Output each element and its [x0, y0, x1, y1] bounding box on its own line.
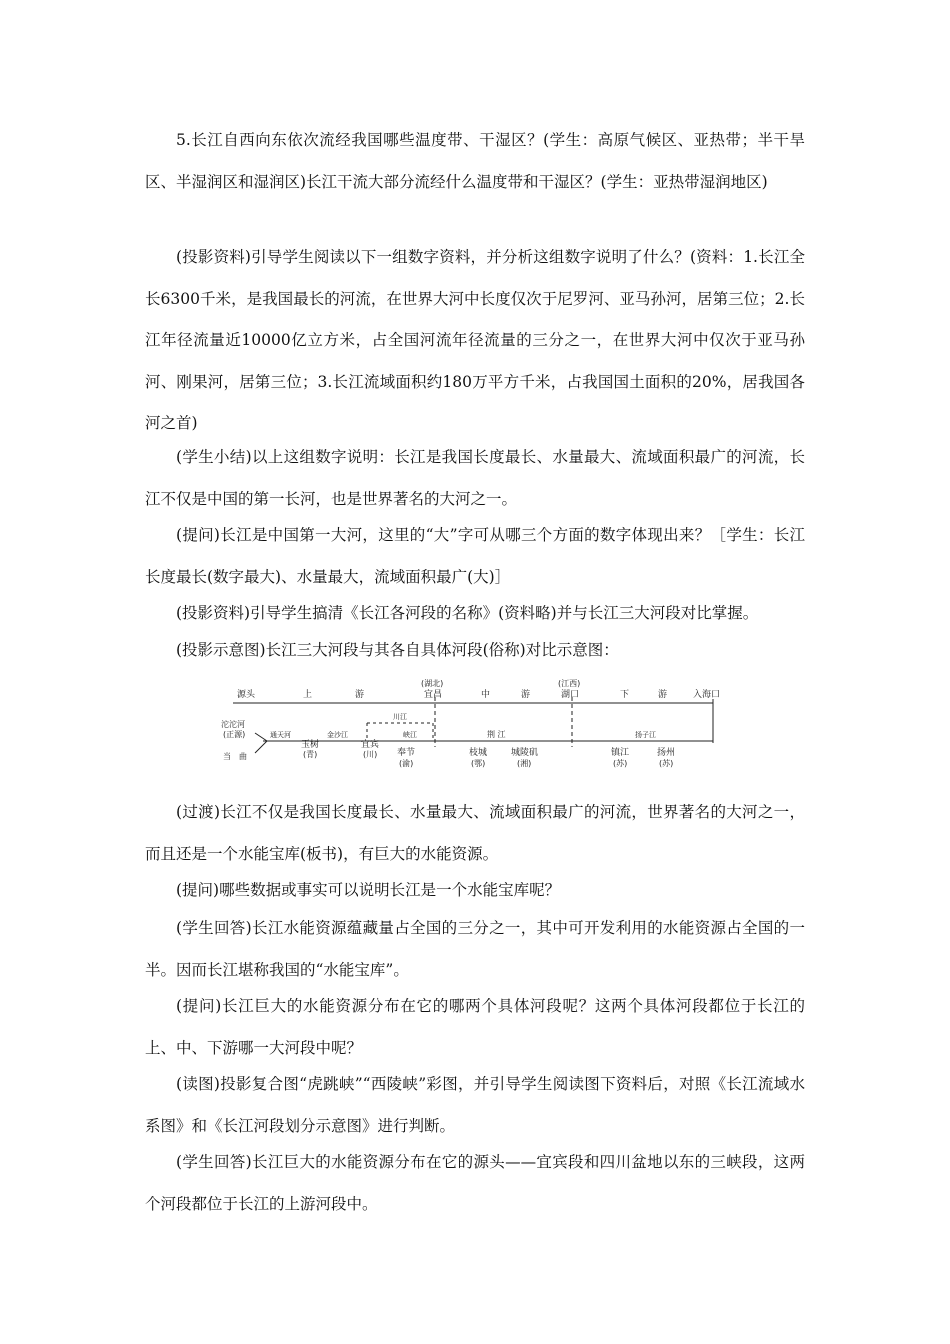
- label-jiangxi: (江西): [558, 679, 581, 688]
- label-jinsha: 金沙江: [327, 731, 348, 739]
- label-dangqu: 当 曲: [223, 752, 247, 761]
- paragraph-2: (投影资料)引导学生阅读以下一组数字资料，并分析这组数字说明了什么？(资料：1.长江全长6300千米，是我国最长的河流，在世界大河中长度仅次于尼罗河、亚马孙河，居第三位；2.长江年径流量近10000亿立方米，占全国河流年径流量的三分之一，在世界大河中仅次于亚马孙河、刚果河，居第三位；3.长江流域面积约180万平方千米，占我国国土面积的20%，居我国各河之首): [145, 248, 805, 432]
- label-middle-2: 游: [521, 690, 531, 700]
- dangqu-branch: [255, 741, 267, 753]
- label-tuotuo: 沱沱河: [221, 720, 245, 729]
- yangtze-sections-diagram: [215, 675, 725, 775]
- paragraph-11: (读图)投影复合图“虎跳峡”“西陵峡”彩图，并引导学生阅读图下资料后，对照《长江流域水系图》和《长江河段划分示意图》进行判断。: [145, 1075, 805, 1135]
- paragraph-9: (学生回答)长江水能资源蕴藏量占全国的三分之一，其中可开发利用的水能资源占全国的一半。因而长江堪称我国的“水能宝库”。: [145, 919, 805, 979]
- city-fengjie-province: (渝): [399, 759, 414, 768]
- label-upper: 上: [303, 690, 313, 700]
- label-hubei: (湖北): [421, 679, 444, 688]
- city-yibin-province: (川): [363, 750, 378, 759]
- city-fengjie: 奉节: [397, 748, 416, 758]
- paragraph-6: (投影示意图)长江三大河段与其各自具体河段(俗称)对比示意图：: [176, 641, 619, 659]
- label-xiajiang: 峡江: [403, 731, 417, 739]
- label-zhengyuan: (正源): [223, 730, 246, 739]
- paragraph-4: (提问)长江是中国第一大河，这里的“大”字可从哪三个方面的数字体现出来？［学生：长江长度最长(数字最大)、水量最大，流域面积最广(大)］: [145, 526, 805, 586]
- label-source: 源头: [237, 690, 256, 700]
- label-upper-2: 游: [355, 690, 365, 700]
- city-yushu-province: (青): [303, 750, 318, 759]
- paragraph-12: (学生回答)长江巨大的水能资源分布在它的源头——宜宾段和四川盆地以东的三峡段，这两个河段都位于长江的上游河段中。: [145, 1153, 805, 1213]
- label-middle: 中: [481, 690, 491, 700]
- label-hukou: 湖口: [561, 690, 580, 700]
- paragraph-7: (过渡)长江不仅是我国长度最长、水量最大、流域面积最广的河流，世界著名的大河之一，而且还是一个水能宝库(板书)，有巨大的水能资源。: [145, 803, 805, 863]
- city-chenglingji-province: (湘): [517, 759, 532, 768]
- city-yibin: 宜宾: [361, 740, 380, 750]
- city-yangzhou-province: (苏): [659, 759, 674, 768]
- city-yushu: 玉树: [301, 740, 320, 750]
- city-zhicheng: 枝城: [469, 748, 488, 758]
- label-yangzijiang: 扬子江: [635, 731, 656, 739]
- city-zhenjiang: 镇江: [611, 748, 630, 758]
- city-zhenjiang-province: (苏): [613, 759, 628, 768]
- tuotuo-branch: [255, 733, 267, 741]
- paragraph-8: (提问)哪些数据或事实可以说明长江是一个水能宝库呢？: [176, 881, 561, 899]
- label-sea: 入海口: [693, 690, 721, 700]
- paragraph-10: (提问)长江巨大的水能资源分布在它的哪两个具体河段呢？这两个具体河段都位于长江的上、中、下游哪一大河段中呢？: [145, 997, 805, 1057]
- label-chuanjiang: 川江: [393, 713, 407, 721]
- city-chenglingji: 城陵矶: [511, 748, 539, 758]
- label-lower: 下: [620, 690, 630, 700]
- label-jingjiang: 荆 江: [487, 730, 506, 739]
- paragraph-1: 5.长江自西向东依次流经我国哪些温度带、干湿区？(学生：高原气候区、亚热带；半干旱区、半湿润区和湿润区)长江干流大部分流经什么温度带和干湿区？(学生：亚热带湿润地区): [145, 131, 805, 191]
- city-yangzhou: 扬州: [657, 748, 676, 758]
- city-zhicheng-province: (鄂): [471, 759, 486, 768]
- label-lower-2: 游: [658, 690, 668, 700]
- paragraph-3: (学生小结)以上这组数字说明：长江是我国长度最长、水量最大、流域面积最广的河流，长江不仅是中国的第一长河，也是世界著名的大河之一。: [145, 448, 805, 508]
- label-yichang: 宜昌: [424, 690, 443, 700]
- paragraph-5: (投影资料)引导学生搞清《长江各河段的名称》(资料略)并与长江三大河段对比掌握。: [176, 604, 759, 622]
- label-tongtian: 通天河: [270, 731, 291, 739]
